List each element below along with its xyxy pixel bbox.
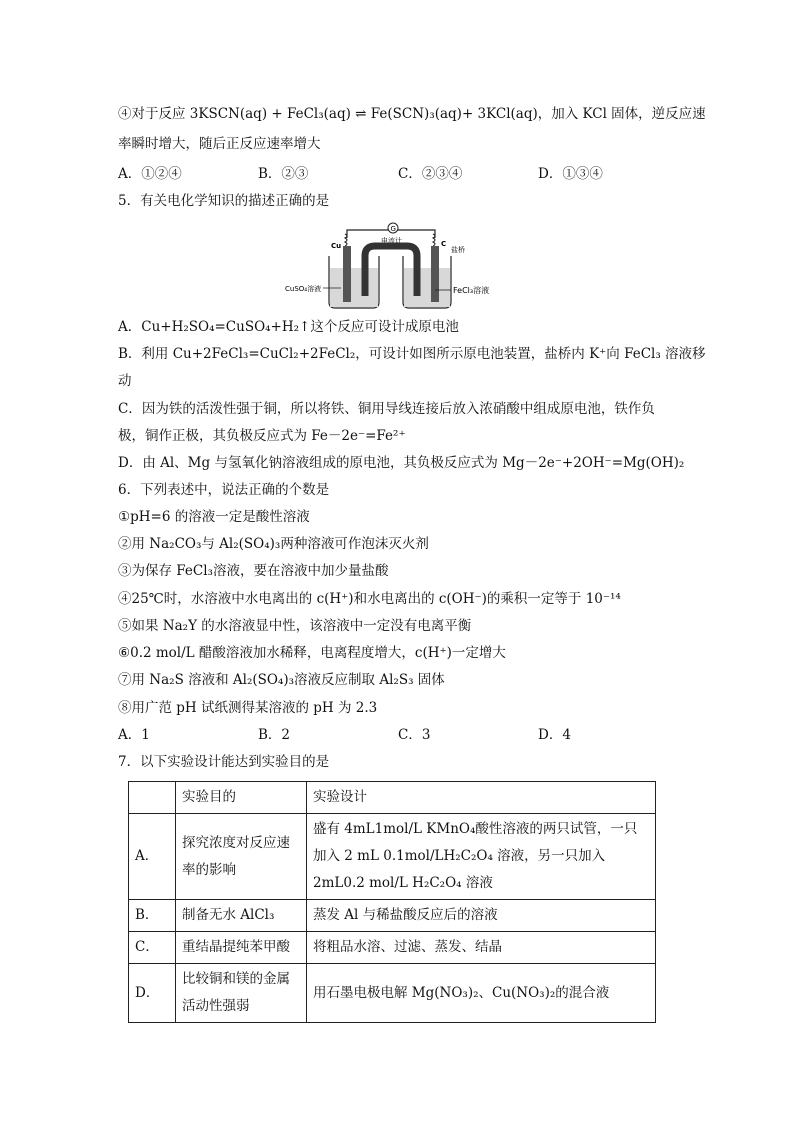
q7-stem: 7．以下实验设计能达到实验目的是: [118, 754, 330, 770]
q6-option-a: A．1: [118, 727, 150, 743]
q6-item: ③为保存 FeCl₃溶液，要在溶液中加少量盐酸: [118, 563, 389, 579]
c-electrode-label: C: [441, 240, 447, 248]
table-cell: C．: [129, 932, 176, 964]
q4-option-c: C．②③④: [398, 166, 463, 182]
q6-option-b: B．2: [258, 727, 291, 743]
galvanometer-label: G: [390, 225, 396, 233]
table-cell: 将粗品水溶、过滤、蒸发、结晶: [307, 932, 656, 964]
q5-option-c-line2: 极，铜作正极，其负极反应式为 Fe－2e⁻=Fe²⁺: [118, 428, 406, 444]
q6-stem: 6．下列表述中，说法正确的个数是: [118, 482, 330, 498]
right-solution-label: FeCl₃溶液: [453, 286, 490, 295]
table-cell: A．: [129, 814, 176, 900]
q6-item: ④25℃时，水溶液中水电离出的 c(H⁺)和水电离出的 c(OH⁻)的乘积一定等于 10⁻¹⁴: [118, 591, 621, 607]
table-header-cell: [129, 782, 176, 814]
cu-electrode-label: Cu: [331, 242, 342, 250]
q6-option-d: D．4: [538, 727, 571, 743]
galvanic-cell-figure: [285, 216, 493, 312]
table-cell: 制备无水 AlCl₃: [176, 900, 307, 932]
left-solution-label: CuSO₄溶液: [285, 285, 322, 293]
q5-option-b-line1: B．利用 Cu+2FeCl₃=CuCl₂+2FeCl₂，可设计如图所示原电池装置，盐桥内 K⁺向 FeCl₃ 溶液移: [118, 346, 706, 362]
q7-experiment-table: [128, 781, 656, 1023]
table-cell: 盛有 4mL1mol/L KMnO₄酸性溶液的两只试管，一只加入 2 mL 0.1mol/LH₂C₂O₄ 溶液，另一只加入 2mL0.2 mol/L H₂C₂O₄ 溶液: [307, 814, 656, 900]
q6-item: ⑤如果 Na₂Y 的水溶液显中性，该溶液中一定没有电离平衡: [118, 618, 472, 634]
table-row: [129, 814, 656, 900]
q5-option-a: A．Cu+H₂SO₄=CuSO₄+H₂↑这个反应可设计成原电池: [118, 319, 459, 335]
q5-option-b-line2: 动: [118, 373, 132, 389]
q6-item: ⑦用 Na₂S 溶液和 Al₂(SO₄)₃溶液反应制取 Al₂S₃ 固体: [118, 672, 445, 688]
q5-option-c-line1: C．因为铁的活泼性强于铜，所以将铁、铜用导线连接后放入浓硝酸中组成原电池，铁作负: [118, 401, 655, 417]
table-row: [129, 964, 656, 1023]
q4-item4-line1: ④对于反应 3KSCN(aq) + FeCl₃(aq) ⇌ Fe(SCN)₃(aq)+ 3KCl(aq)，加入 KCl 固体，逆反应速: [118, 106, 706, 122]
table-cell: 蒸发 Al 与稀盐酸反应后的溶液: [307, 900, 656, 932]
q6-option-c: C．3: [398, 727, 431, 743]
table-cell: D．: [129, 964, 176, 1023]
q4-option-b: B．②③: [258, 166, 309, 182]
q6-item: ⑥0.2 mol/L 醋酸溶液加水稀释，电离程度增大，c(H⁺)一定增大: [118, 645, 506, 661]
table-header-cell: 实验设计: [307, 782, 656, 814]
table-cell: B．: [129, 900, 176, 932]
q5-stem: 5．有关电化学知识的描述正确的是: [118, 193, 330, 209]
table-header-row: [129, 782, 656, 814]
q4-option-a: A．①②④: [118, 166, 182, 182]
ammeter-label: 电流计: [381, 237, 402, 245]
salt-bridge-label: 盐桥: [451, 246, 465, 254]
table-cell: 重结晶提纯苯甲酸: [176, 932, 307, 964]
q6-item: ②用 Na₂CO₃与 Al₂(SO₄)₃两种溶液可作泡沫灭火剂: [118, 536, 429, 552]
table-cell: 用石墨电极电解 Mg(NO₃)₂、Cu(NO₃)₂的混合液: [307, 964, 656, 1023]
table-row: [129, 900, 656, 932]
table-cell: 探究浓度对反应速率的影响: [176, 814, 307, 900]
q4-item4-line2: 率瞬时增大，随后正反应速率增大: [118, 136, 321, 152]
table-row: [129, 932, 656, 964]
table-cell: 比较铜和镁的金属活动性强弱: [176, 964, 307, 1023]
q5-option-d: D．由 Al、Mg 与氢氧化钠溶液组成的原电池，其负极反应式为 Mg－2e⁻+2OH⁻=Mg(OH)₂: [118, 455, 685, 471]
q6-item: ⑧用广范 pH 试纸测得某溶液的 pH 为 2.3: [118, 700, 378, 716]
q4-option-d: D．①③④: [538, 166, 603, 182]
q6-item: ①pH=6 的溶液一定是酸性溶液: [118, 509, 310, 525]
table-header-cell: 实验目的: [176, 782, 307, 814]
